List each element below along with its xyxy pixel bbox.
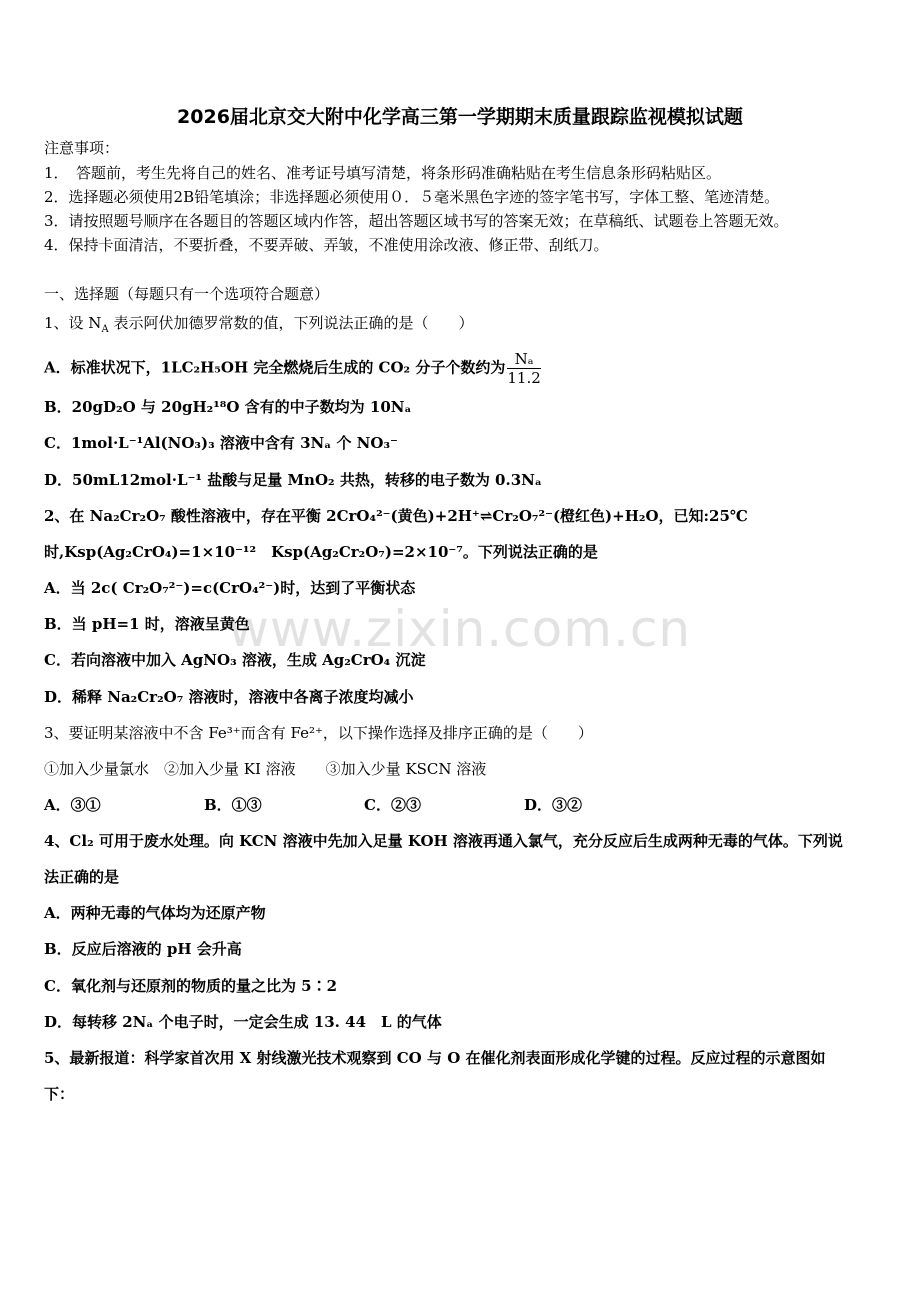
q4-option-a: A．两种无毒的气体均为还原产物 bbox=[44, 904, 266, 922]
q3-option-b: B．①③ bbox=[204, 796, 262, 814]
notice-item-2: 2．选择题必须使用2B铅笔填涂；非选择题必须使用０．５毫米黑色字迹的签字笔书写，字体工整、笔迹清楚。 bbox=[44, 188, 780, 206]
q2-option-b: B．当 pH=1 时，溶液呈黄色 bbox=[44, 615, 250, 633]
q3-option-c: C．②③ bbox=[364, 796, 421, 814]
q1-option-a: A．标准状况下，1LC₂H₅OH 完全燃烧后生成的 CO₂ 分子个数约为 $\frac{\text{Nₐ}}{11.2}$ bbox=[44, 350, 541, 387]
q5-stem-line-2: 下： bbox=[44, 1085, 75, 1103]
notice-item-1: 1． 答题前，考生先将自己的姓名、准考证号填写清楚，将条形码准确粘贴在考生信息条形码粘贴区。 bbox=[44, 164, 722, 182]
q4-stem-line-2: 法正确的是 bbox=[44, 868, 120, 886]
q3-option-a: A．③① bbox=[44, 796, 101, 814]
q3-steps: ①加入少量氯水 ②加入少量 KI 溶液 ③加入少量 KSCN 溶液 bbox=[44, 760, 487, 778]
notice-heading: 注意事项： bbox=[44, 139, 120, 157]
q1-option-d: D．50mL12mol·L⁻¹ 盐酸与足量 MnO₂ 共热，转移的电子数为 0.3Nₐ bbox=[44, 471, 542, 489]
page-title: 2026届北京交大附中化学高三第一学期期末质量跟踪监视模拟试题 bbox=[177, 106, 743, 128]
q4-option-c: C．氧化剂与还原剂的物质的量之比为 5∶2 bbox=[44, 977, 338, 995]
q2-option-c: C．若向溶液中加入 AgNO₃ 溶液，生成 Ag₂CrO₄ 沉淀 bbox=[44, 651, 426, 669]
q3-option-d: D．③② bbox=[524, 796, 583, 814]
q4-option-b: B．反应后溶液的 pH 会升高 bbox=[44, 940, 242, 958]
q4-stem-line-1: 4、Cl₂ 可用于废水处理。向 KCN 溶液中先加入足量 KOH 溶液再通入氯气，充分反应后生成两种无毒的气体。下列说 bbox=[44, 832, 843, 850]
notice-item-4: 4．保持卡面清洁，不要折叠，不要弄破、弄皱，不准使用涂改液、修正带、刮纸刀。 bbox=[44, 236, 609, 254]
notice-item-3: 3．请按照题号顺序在各题目的答题区域内作答，超出答题区域书写的答案无效；在草稿纸、试题卷上答题无效。 bbox=[44, 212, 789, 230]
q2-stem-line-1: 2、在 Na₂Cr₂O₇ 酸性溶液中，存在平衡 2CrO₄²⁻(黄色)+2H⁺⇌Cr₂O₇²⁻(橙红色)+H₂O，已知:25℃ bbox=[44, 507, 748, 525]
q2-option-a: A．当 2c( Cr₂O₇²⁻)=c(CrO₄²⁻)时，达到了平衡状态 bbox=[44, 579, 416, 597]
watermark: www.zixin.com.cn bbox=[228, 600, 692, 658]
q3-stem: 3、要证明某溶液中不含 Fe³⁺而含有 Fe²⁺，以下操作选择及排序正确的是（ ） bbox=[44, 724, 593, 742]
q1-option-c: C．1mol·L⁻¹Al(NO₃)₃ 溶液中含有 3Nₐ 个 NO₃⁻ bbox=[44, 434, 398, 452]
section-heading: 一、选择题（每题只有一个选项符合题意） bbox=[44, 285, 330, 303]
q2-option-d: D．稀释 Na₂Cr₂O₇ 溶液时，溶液中各离子浓度均减小 bbox=[44, 688, 414, 706]
q4-option-d: D．每转移 2Nₐ 个电子时，一定会生成 13. 44 L 的气体 bbox=[44, 1013, 442, 1031]
q3-options bbox=[44, 795, 684, 815]
q1-fraction: $\frac{\text{Nₐ}}{11.2}$ bbox=[507, 350, 541, 387]
q5-stem-line-1: 5、最新报道：科学家首次用 X 射线激光技术观察到 CO 与 O 在催化剂表面形成化学键的过程。反应过程的示意图如 bbox=[44, 1049, 826, 1067]
q1-option-b: B．20gD₂O 与 20gH₂¹⁸O 含有的中子数均为 10Nₐ bbox=[44, 398, 412, 416]
q2-stem-line-2: 时,Ksp(Ag₂CrO₄)=1×10⁻¹² Ksp(Ag₂Cr₂O₇)=2×10⁻⁷。下列说法正确的是 bbox=[44, 543, 598, 561]
q1-stem: 1、设 $N_A$ 表示阿伏加德罗常数的值，下列说法正确的是（ ） bbox=[44, 314, 474, 335]
